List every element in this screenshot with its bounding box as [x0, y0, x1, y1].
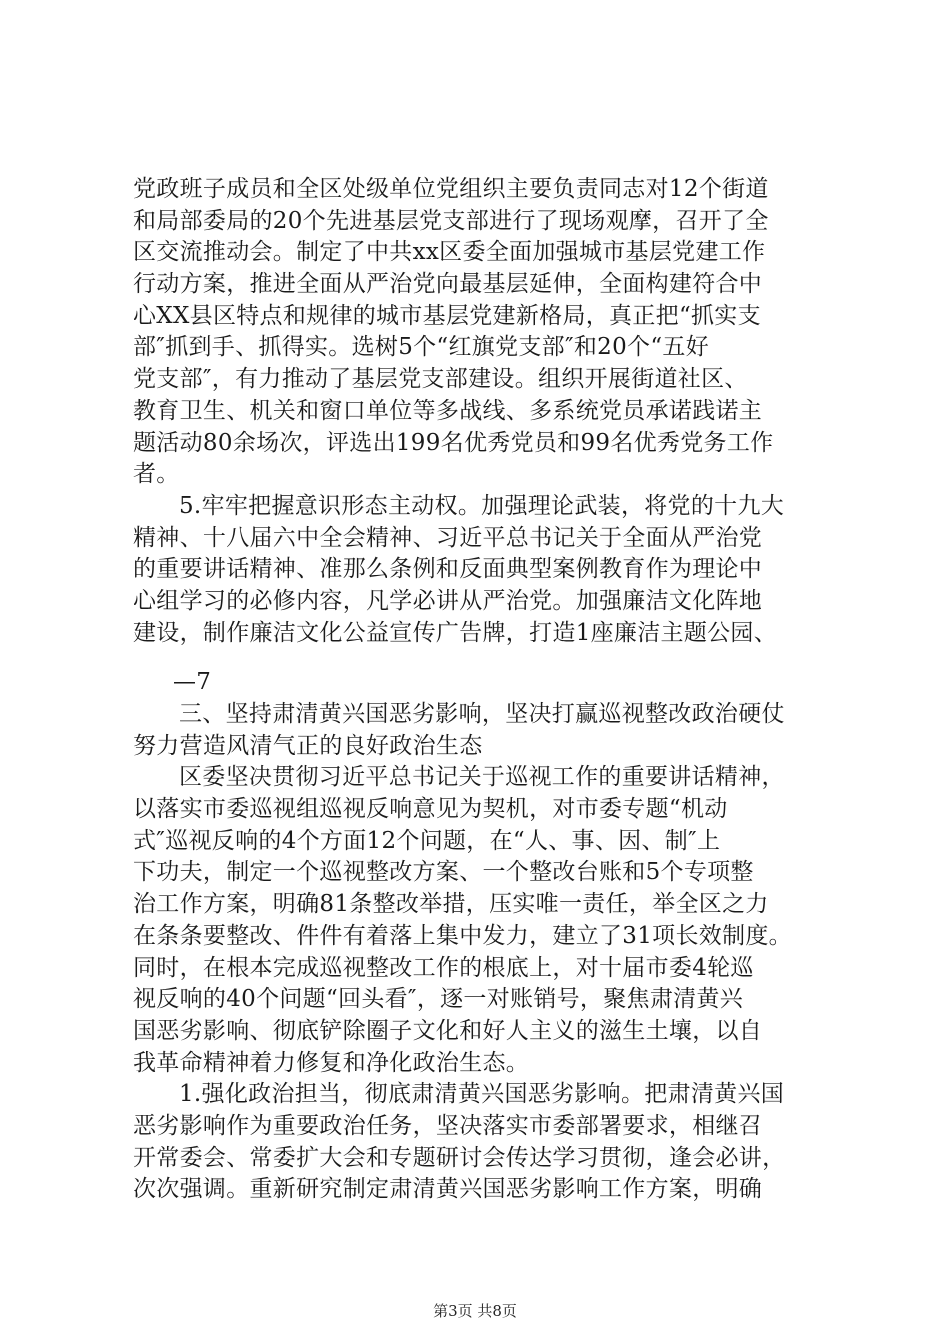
text-line: 精神、十八届六中全会精神、习近平总书记关于全面从严治党	[133, 524, 763, 551]
page-footer: 第3页 共8页	[433, 1302, 517, 1320]
text-line: 区委坚决贯彻习近平总书记关于巡视工作的重要讲话精神，	[179, 764, 785, 791]
text-line: 以落实市委巡视组巡视反响意见为契机，对市委专题“机动	[133, 796, 728, 823]
page-marker: —7	[173, 669, 212, 696]
text-line: 在条条要整改、件件有着落上集中发力，建立了31项长效制度。	[133, 922, 792, 949]
text-line: 国恶劣影响、彻底铲除圈子文化和好人主义的滋生土壤，以自	[133, 1017, 763, 1044]
text-line: 建设，制作廉洁文化公益宣传广告牌，打造1座廉洁主题公园、	[133, 619, 778, 646]
text-line: 区交流推动会。制定了中共xx区委全面加强城市基层党建工作	[133, 239, 766, 266]
document-body	[133, 174, 833, 1206]
text-line: 党政班子成员和全区处级单位党组织主要负责同志对12个街道	[133, 176, 769, 202]
text-line: 心组学习的必修内容，凡学必讲从严治党。加强廉洁文化阵地	[133, 587, 763, 614]
text-line: 心XX县区特点和规律的城市基层党建新格局，真正把“抓实支	[133, 302, 761, 329]
text-line: 下功夫，制定一个巡视整改方案、一个整改台账和5个专项整	[133, 859, 754, 886]
text-line: 党支部″，有力推动了基层党支部建设。组织开展街道社区、	[133, 366, 748, 393]
text-line: 教育卫生、机关和窗口单位等多战线、多系统党员承诺践诺主	[133, 397, 763, 424]
text-line: 同时，在根本完成巡视整改工作的根底上，对十届市委4轮巡	[133, 954, 754, 981]
section-heading: 三、坚持肃清黄兴国恶劣影响，坚决打赢巡视整改政治硬仗	[179, 701, 785, 727]
text-line: 5.牢牢把握意识形态主动权。加强理论武装，将党的十九大	[179, 492, 785, 519]
text-line: 的重要讲话精神、准那么条例和反面典型案例教育作为理论中	[133, 556, 763, 583]
text-line: 题活动80余场次，评选出199名优秀党员和99名优秀党务工作	[133, 429, 774, 456]
spacer	[133, 649, 833, 667]
section-heading: 努力营造风清气正的良好政治生态	[133, 732, 483, 759]
text-line: 1.强化政治担当，彻底肃清黄兴国恶劣影响。把肃清黄兴国	[179, 1081, 785, 1108]
text-line: 视反响的40个问题“回头看″，逐一对账销号，聚焦肃清黄兴	[133, 986, 744, 1013]
text-line: 式″巡视反响的4个方面12个问题，在“人、事、因、制″上	[133, 827, 721, 854]
text-line: 恶劣影响作为重要政治任务，坚决落实市委部署要求，相继召	[133, 1112, 763, 1139]
text-line: 开常委会、常委扩大会和专题研讨会传达学习贯彻，逢会必讲，	[133, 1144, 786, 1171]
text-line: 者。	[133, 461, 180, 488]
text-line: 治工作方案，明确81条整改举措，压实唯一责任，举全区之力	[133, 891, 769, 918]
text-line: 我革命精神着力修复和净化政治生态。	[133, 1049, 530, 1076]
text-line: 和局部委局的20个先进基层党支部进行了现场观摩，召开了全	[133, 207, 769, 234]
text-line: 次次强调。重新研究制定肃清黄兴国恶劣影响工作方案，明确	[133, 1176, 763, 1203]
text-line: 部″抓到手、抓得实。选树5个“红旗党支部″和20个“五好	[133, 334, 709, 361]
text-line: 行动方案，推进全面从严治党向最基层延伸，全面构建符合中	[133, 271, 763, 298]
